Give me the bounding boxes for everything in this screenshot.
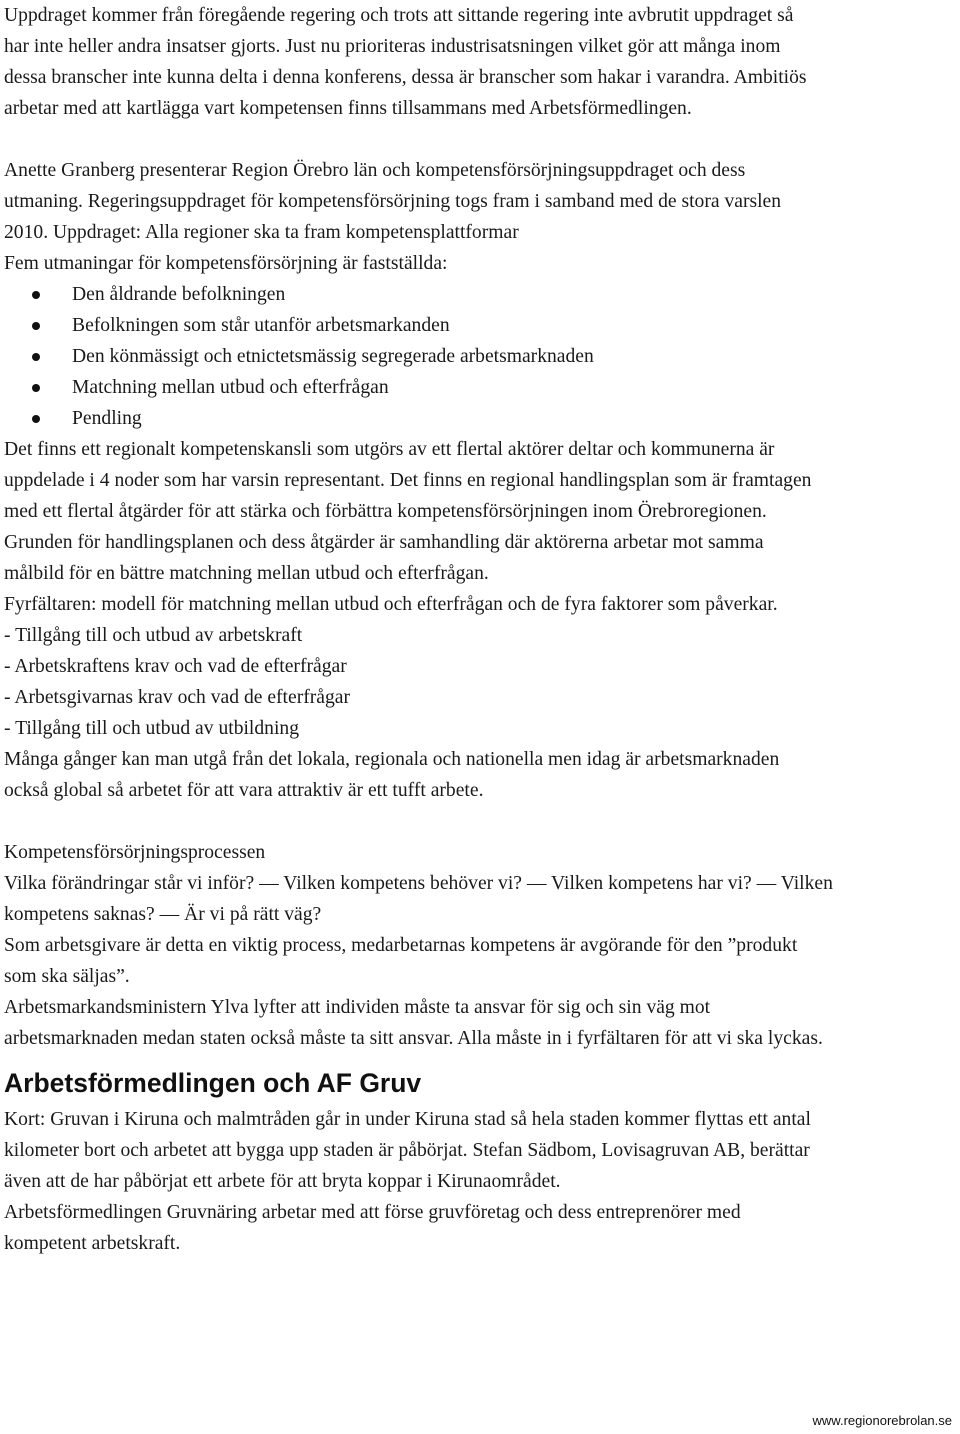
- list-item-text: Befolkningen som står utanför arbetsmarkanden: [72, 315, 450, 336]
- text-line: Uppdraget kommer från föregående regering och trots att sittande regering inte avbrutit uppdraget så: [4, 5, 794, 26]
- text-line: Fem utmaningar för kompetensförsörjning är fastställda:: [4, 253, 448, 274]
- list-item-text: Den åldrande befolkningen: [72, 284, 286, 305]
- text-line: har inte heller andra insatser gjorts. Just nu prioriteras industrisatsningen vilket gör att många inom: [4, 36, 781, 57]
- bullet-icon: [32, 353, 40, 361]
- bullet-icon: [32, 415, 40, 423]
- region-paragraph: [4, 155, 956, 279]
- section-heading: Arbetsförmedlingen och AF Gruv: [4, 1068, 422, 1098]
- footer-url: www.regionorebrolan.se: [812, 1413, 952, 1428]
- text-line: Grunden för handlingsplanen och dess åtgärder är samhandling där aktörerna arbetar mot samma: [4, 532, 764, 553]
- text-line: 2010. Uppdraget: Alla regioner ska ta fram kompetensplattformar: [4, 222, 519, 243]
- process-title: Kompetensförsörjningsprocessen: [4, 842, 266, 863]
- text-line: kompetens saknas? — Är vi på rätt väg?: [4, 904, 322, 925]
- text-line: med ett flertal åtgärder för att stärka och förbättra kompetensförsörjningen inom Örebroregionen.: [4, 501, 767, 522]
- list-item: [4, 279, 956, 310]
- text-line: Arbetsmarkandsministern Ylva lyfter att individen måste ta ansvar för sig och sin väg mot: [4, 997, 711, 1018]
- text-line: kilometer bort och arbetet att bygga upp staden är påbörjat. Stefan Sädbom, Lovisagruvan AB, berättar: [4, 1140, 810, 1161]
- text-line: uppdelade i 4 noder som har varsin representant. Det finns en regional handlingsplan som är framtagen: [4, 470, 812, 491]
- text-line: Anette Granberg presenterar Region Örebro län och kompetensförsörjningsuppdraget och dess: [4, 160, 746, 181]
- challenges-list: [4, 279, 956, 434]
- process-paragraph: [4, 837, 956, 1054]
- text-line: utmaning. Regeringsuppdraget för kompetensförsörjning togs fram i samband med de stora varslen: [4, 191, 782, 212]
- bullet-icon: [32, 322, 40, 330]
- text-line: målbild för en bättre matchning mellan utbud och efterfrågan.: [4, 563, 489, 584]
- text-line: Som arbetsgivare är detta en viktig process, medarbetarnas kompetens är avgörande för den ”produkt: [4, 935, 798, 956]
- text-line: Arbetsförmedlingen Gruvnäring arbetar med att förse gruvföretag och dess entreprenörer med: [4, 1202, 741, 1223]
- bullet-icon: [32, 291, 40, 299]
- text-line: Vilka förändringar står vi inför? — Vilken kompetens behöver vi? — Vilken kompetens har vi? — Vilken: [4, 873, 833, 894]
- list-item-text: Pendling: [72, 408, 142, 429]
- document-page: [4, 0, 956, 1259]
- text-line: - Arbetskraftens krav och vad de efterfrågar: [4, 656, 347, 677]
- text-line: - Arbetsgivarnas krav och vad de efterfrågar: [4, 687, 350, 708]
- list-item: [4, 341, 956, 372]
- text-line: också global så arbetet för att vara attraktiv är ett tufft arbete.: [4, 780, 484, 801]
- paragraph-gap: [4, 124, 956, 155]
- text-line: Det finns ett regionalt kompetenskansli som utgörs av ett flertal aktörer deltar och kommunerna är: [4, 439, 775, 460]
- region-paragraph-continued: [4, 434, 956, 806]
- text-line: Kort: Gruvan i Kiruna och malmtråden går in under Kiruna stad så hela staden kommer flyttas ett antal: [4, 1109, 811, 1130]
- text-line: arbetar med att kartlägga vart kompetensen finns tillsammans med Arbetsförmedlingen.: [4, 98, 692, 119]
- text-line: som ska säljas”.: [4, 966, 130, 987]
- text-line: - Tillgång till och utbud av arbetskraft: [4, 625, 303, 646]
- paragraph-gap: [4, 806, 956, 837]
- text-line: Många gånger kan man utgå från det lokala, regionala och nationella men idag är arbetsmarknaden: [4, 749, 780, 770]
- text-line: - Tillgång till och utbud av utbildning: [4, 718, 300, 739]
- text-line: arbetsmarknaden medan staten också måste ta sitt ansvar. Alla måste in i fyrfältaren för att vi ska lyckas.: [4, 1028, 823, 1049]
- text-line: även att de har påbörjat ett arbete för att bryta koppar i Kirunaområdet.: [4, 1171, 561, 1192]
- list-item: [4, 403, 956, 434]
- list-item-text: Matchning mellan utbud och efterfrågan: [72, 377, 389, 398]
- list-item: [4, 372, 956, 403]
- bullet-icon: [32, 384, 40, 392]
- text-line: dessa branscher inte kunna delta i denna konferens, dessa är branscher som hakar i varandra. Ambitiös: [4, 67, 807, 88]
- list-item: [4, 310, 956, 341]
- af-paragraph: [4, 1104, 956, 1259]
- text-line: Fyrfältaren: modell för matchning mellan utbud och efterfrågan och de fyra faktorer som påverkar.: [4, 594, 778, 615]
- list-item-text: Den könmässigt och etnictetsmässig segregerade arbetsmarknaden: [72, 346, 594, 367]
- text-line: kompetent arbetskraft.: [4, 1233, 181, 1254]
- intro-paragraph: [4, 0, 956, 124]
